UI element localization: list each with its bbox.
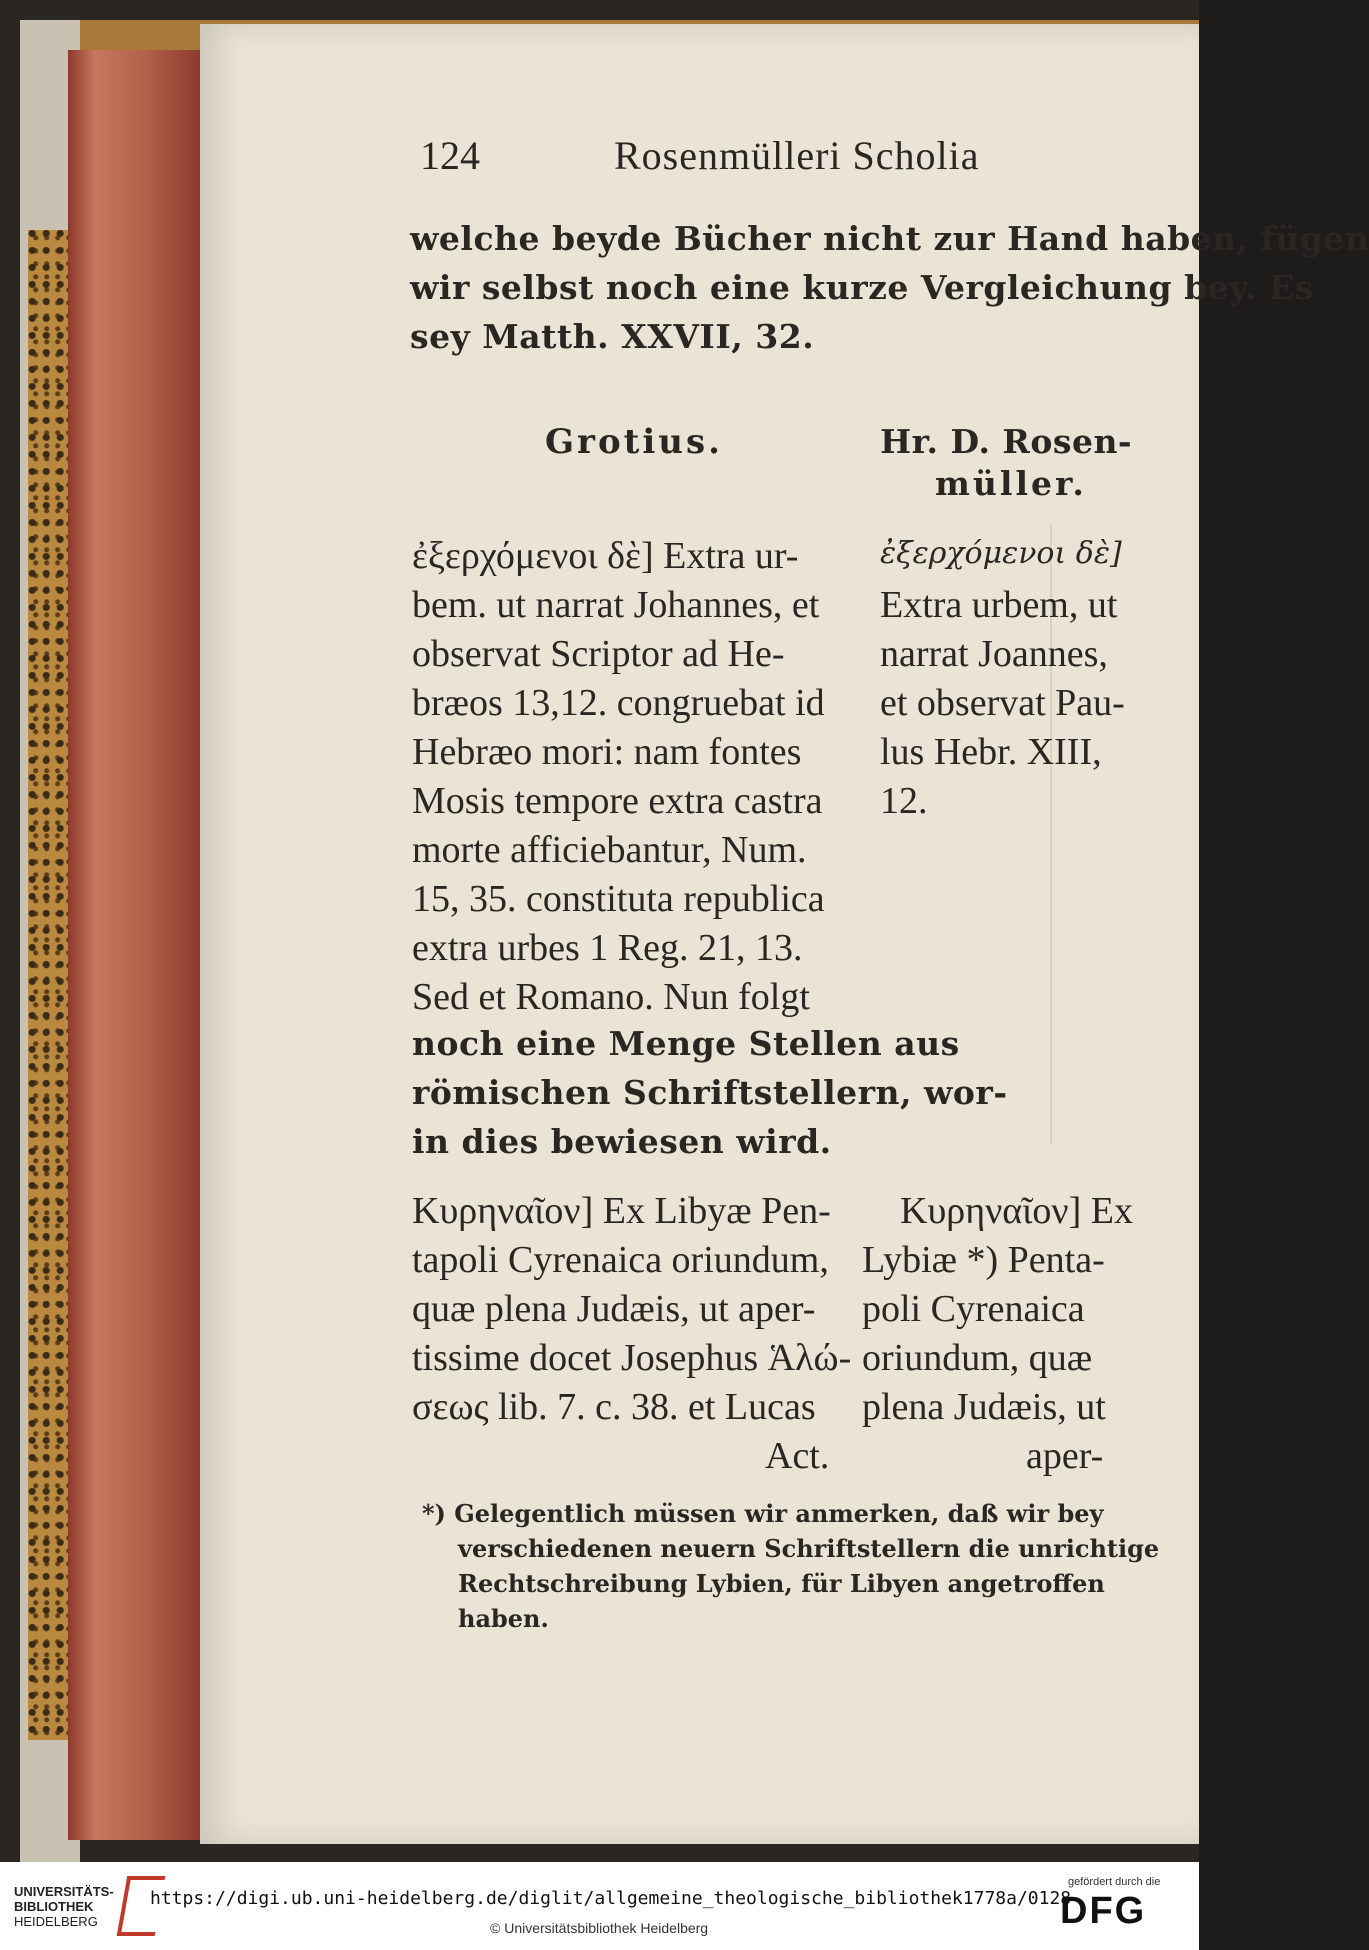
left-line: römischen Schriftstellern, wor-	[412, 1073, 1008, 1112]
right-line: aper-	[1026, 1435, 1104, 1477]
left-line: tapoli Cyrenaica oriundum,	[412, 1239, 829, 1281]
viewer-footer	[0, 1862, 1199, 1950]
footnote-line: verschiedenen neuern Schriftstellern die unrichtige	[458, 1534, 1160, 1563]
intro-line: welche beyde Bücher nicht zur Hand haben, fügen	[410, 219, 1369, 258]
column-heading-left: Grotius.	[545, 422, 723, 462]
intro-line: sey Matth. XXVII, 32.	[410, 317, 815, 356]
left-line: morte afficiebantur, Num.	[412, 829, 807, 871]
left-line: Κυρηναῖον] Ex Libyæ Pen-	[412, 1190, 831, 1232]
left-line: 15, 35. constituta republica	[412, 878, 825, 920]
right-line: Κυρηναῖον] Ex	[900, 1190, 1133, 1232]
left-line: quæ plena Judæis, ut aper-	[412, 1288, 816, 1330]
right-line: plena Judæis, ut	[862, 1386, 1106, 1428]
footnote-line: haben.	[458, 1604, 549, 1633]
right-line: narrat Joannes,	[880, 633, 1108, 675]
sponsor-note: gefördert durch die	[1068, 1876, 1161, 1888]
footnote-line: Rechtschreibung Lybien, für Libyen angetroffen	[458, 1569, 1105, 1598]
book-page	[200, 24, 1369, 1844]
permalink-url[interactable]: https://digi.ub.uni-heidelberg.de/diglit/allgemeine_theologische_bibliothek1778a/0128	[150, 1888, 1072, 1909]
dfg-logo: DFG	[1060, 1890, 1147, 1932]
left-line: in dies bewiesen wird.	[412, 1122, 832, 1161]
left-line: bræos 13,12. congruebat id	[412, 682, 825, 724]
right-line: Extra urbem, ut	[880, 584, 1118, 626]
left-line: Mosis tempore extra castra	[412, 780, 823, 822]
right-line: lus Hebr. XIII,	[880, 731, 1102, 773]
running-title: Rosenmülleri Scholia	[614, 133, 980, 178]
right-line: 12.	[880, 780, 928, 822]
footnote-line: *) Gelegentlich müssen wir anmerken, daß wir bey	[422, 1499, 1104, 1528]
page-number: 124	[420, 133, 480, 178]
right-line: Lybiæ *) Penta-	[862, 1239, 1105, 1281]
library-logo-text: UNIVERSITÄTS- BIBLIOTHEK HEIDELBERG	[14, 1884, 114, 1929]
column-heading-right: Hr. D. Rosen-	[880, 422, 1133, 461]
right-line: oriundum, quæ	[862, 1337, 1093, 1379]
intro-line: wir selbst noch eine kurze Vergleichung bey. Es	[410, 268, 1314, 307]
left-line: Hebræo mori: nam fontes	[412, 731, 802, 773]
right-line: ἐξερχόμενοι δὲ]	[880, 536, 1122, 571]
right-line: et observat Pau-	[880, 682, 1125, 724]
right-line: poli Cyrenaica	[862, 1288, 1085, 1330]
marbled-endpaper	[28, 230, 70, 1740]
left-line: extra urbes 1 Reg. 21, 13.	[412, 927, 803, 969]
page-edges-red	[68, 50, 200, 1840]
left-line: bem. ut narrat Johannes, et	[412, 584, 820, 626]
left-line: σεως lib. 7. c. 38. et Lucas	[412, 1386, 816, 1428]
column-heading-right: müller.	[935, 464, 1087, 503]
left-line: tissime docet Josephus Ἁλώ-	[412, 1337, 852, 1379]
left-line: observat Scriptor ad He-	[412, 633, 785, 675]
copyright-notice: © Universitätsbibliothek Heidelberg	[490, 1920, 709, 1936]
left-line: Act.	[765, 1435, 830, 1477]
left-line: Sed et Romano. Nun folgt	[412, 976, 810, 1018]
left-line: noch eine Menge Stellen aus	[412, 1024, 960, 1063]
left-line: ἐξερχόμενοι δὲ] Extra ur-	[412, 535, 799, 577]
